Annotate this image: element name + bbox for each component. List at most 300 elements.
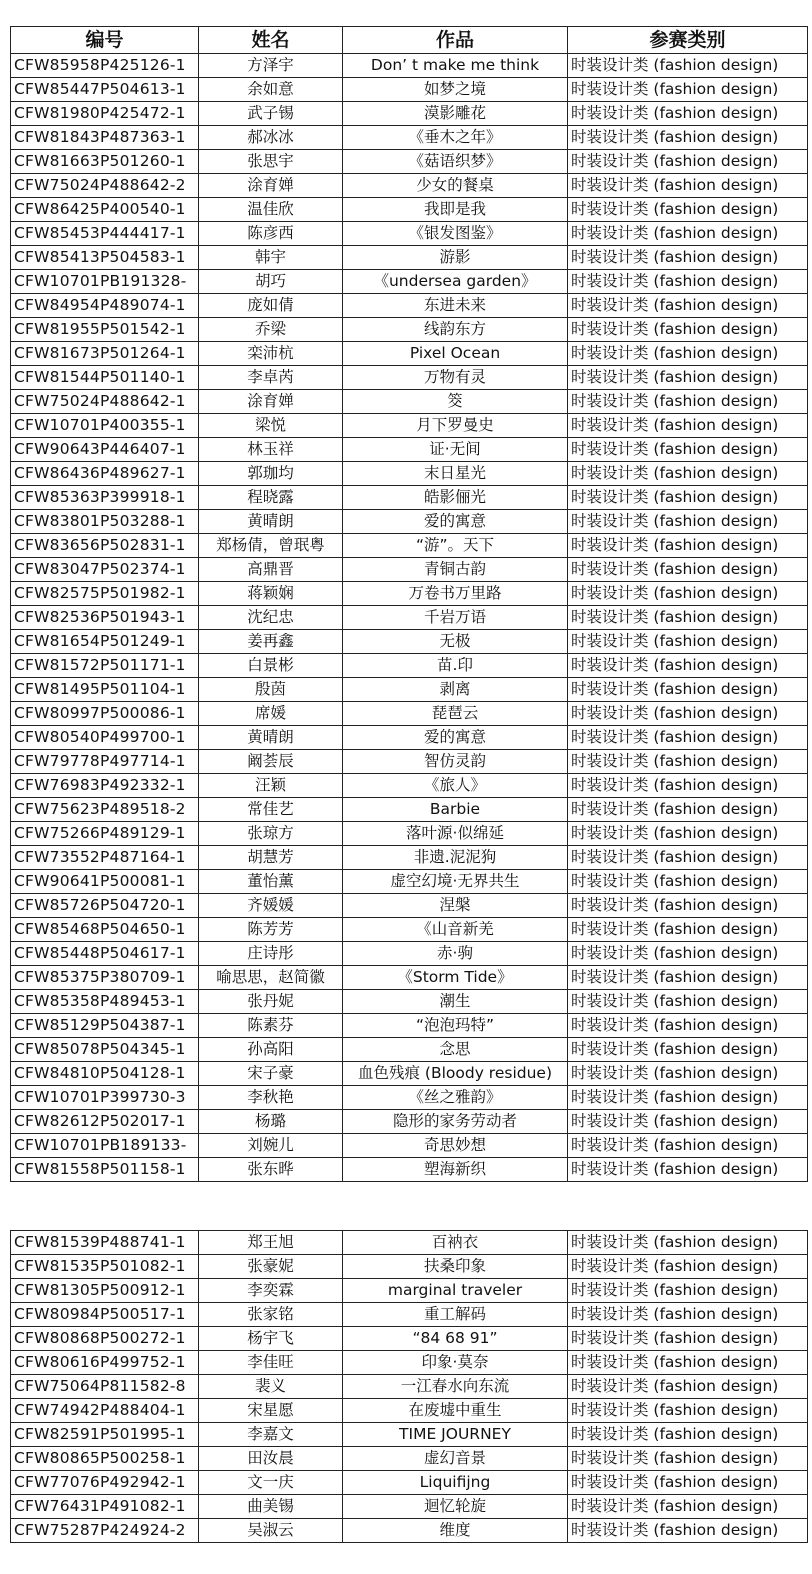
entry-id-cell: CFW75623P489518-2 <box>11 798 199 822</box>
work-title-cell: 智仿灵韵 <box>343 750 568 774</box>
entrant-name-cell: 程晓露 <box>199 486 343 510</box>
entry-id-cell: CFW79778P497714-1 <box>11 750 199 774</box>
entry-id-cell: CFW80616P499752-1 <box>11 1351 199 1375</box>
category-cell: 时装设计类 (fashion design) <box>568 294 808 318</box>
table-row <box>11 150 808 174</box>
category-cell: 时装设计类 (fashion design) <box>568 1375 808 1399</box>
table-row <box>11 1110 808 1134</box>
work-title-cell: 潮生 <box>343 990 568 1014</box>
entrant-name-cell: 黄晴朗 <box>199 510 343 534</box>
entrant-name-cell: 胡巧 <box>199 270 343 294</box>
entrant-name-cell: 姜再鑫 <box>199 630 343 654</box>
table-row <box>11 342 808 366</box>
category-cell: 时装设计类 (fashion design) <box>568 318 808 342</box>
work-title-cell: 末日星光 <box>343 462 568 486</box>
entry-id-cell: CFW84954P489074-1 <box>11 294 199 318</box>
work-title-cell: 月下罗曼史 <box>343 414 568 438</box>
work-title-cell: 《undersea garden》 <box>343 270 568 294</box>
table-row <box>11 1086 808 1110</box>
table-row <box>11 534 808 558</box>
work-title-cell: 线韵东方 <box>343 318 568 342</box>
work-title-cell: TIME JOURNEY <box>343 1423 568 1447</box>
category-cell: 时装设计类 (fashion design) <box>568 822 808 846</box>
category-cell: 时装设计类 (fashion design) <box>568 702 808 726</box>
entrant-name-cell: 喻思思，赵简徽 <box>199 966 343 990</box>
table-row <box>11 126 808 150</box>
work-title-cell: 《Storm Tide》 <box>343 966 568 990</box>
work-title-cell: 《菇语织梦》 <box>343 150 568 174</box>
category-cell: 时装设计类 (fashion design) <box>568 1158 808 1182</box>
entrant-name-cell: 阚荟辰 <box>199 750 343 774</box>
work-title-cell: 《丝之雅韵》 <box>343 1086 568 1110</box>
category-cell: 时装设计类 (fashion design) <box>568 1062 808 1086</box>
work-title-cell: 漠影雕花 <box>343 102 568 126</box>
entry-id-cell: CFW81980P425472-1 <box>11 102 199 126</box>
work-title-cell: 在废墟中重生 <box>343 1399 568 1423</box>
table-row <box>11 414 808 438</box>
category-cell: 时装设计类 (fashion design) <box>568 1303 808 1327</box>
table-row <box>11 558 808 582</box>
entrant-name-cell: 汪颖 <box>199 774 343 798</box>
work-title-cell: 《垂木之年》 <box>343 126 568 150</box>
work-title-cell: 迴忆轮旋 <box>343 1495 568 1519</box>
table-row <box>11 1327 808 1351</box>
category-cell: 时装设计类 (fashion design) <box>568 1086 808 1110</box>
table-row <box>11 78 808 102</box>
category-cell: 时装设计类 (fashion design) <box>568 1134 808 1158</box>
category-cell: 时装设计类 (fashion design) <box>568 582 808 606</box>
entry-id-cell: CFW85358P489453-1 <box>11 990 199 1014</box>
category-cell: 时装设计类 (fashion design) <box>568 1255 808 1279</box>
table-row <box>11 102 808 126</box>
entry-id-cell: CFW81843P487363-1 <box>11 126 199 150</box>
table-row <box>11 990 808 1014</box>
table-row <box>11 390 808 414</box>
table-row <box>11 966 808 990</box>
entry-id-cell: CFW85468P504650-1 <box>11 918 199 942</box>
entry-id-cell: CFW83801P503288-1 <box>11 510 199 534</box>
category-cell: 时装设计类 (fashion design) <box>568 534 808 558</box>
entrant-name-cell: 张豪妮 <box>199 1255 343 1279</box>
work-title-cell: 如梦之境 <box>343 78 568 102</box>
entries-table-continued <box>10 1230 808 1543</box>
work-title-cell: 百衲衣 <box>343 1231 568 1255</box>
table-row <box>11 750 808 774</box>
entrant-name-cell: 李嘉文 <box>199 1423 343 1447</box>
entrant-name-cell: 余如意 <box>199 78 343 102</box>
entry-id-cell: CFW82575P501982-1 <box>11 582 199 606</box>
category-cell: 时装设计类 (fashion design) <box>568 1327 808 1351</box>
entrant-name-cell: 郝冰冰 <box>199 126 343 150</box>
table-row <box>11 246 808 270</box>
category-cell: 时装设计类 (fashion design) <box>568 222 808 246</box>
work-title-cell: 爱的寓意 <box>343 510 568 534</box>
entrant-name-cell: 涂育婵 <box>199 390 343 414</box>
work-title-cell: 游影 <box>343 246 568 270</box>
entrant-name-cell: 文一庆 <box>199 1471 343 1495</box>
table-row <box>11 270 808 294</box>
entry-id-cell: CFW80540P499700-1 <box>11 726 199 750</box>
category-cell: 时装设计类 (fashion design) <box>568 1110 808 1134</box>
entry-id-cell: CFW85448P504617-1 <box>11 942 199 966</box>
category-cell: 时装设计类 (fashion design) <box>568 678 808 702</box>
work-title-cell: Don’ t make me think <box>343 54 568 78</box>
table-row <box>11 1519 808 1543</box>
entrant-name-cell: 栾沛杭 <box>199 342 343 366</box>
entrant-name-cell: 田汝晨 <box>199 1447 343 1471</box>
table-row <box>11 1303 808 1327</box>
category-cell: 时装设计类 (fashion design) <box>568 870 808 894</box>
work-title-cell: 千岩万语 <box>343 606 568 630</box>
entry-id-cell: CFW85726P504720-1 <box>11 894 199 918</box>
work-title-cell: 皓影俪光 <box>343 486 568 510</box>
table-row <box>11 894 808 918</box>
table-row <box>11 654 808 678</box>
table-row <box>11 1134 808 1158</box>
table-row <box>11 54 808 78</box>
category-cell: 时装设计类 (fashion design) <box>568 174 808 198</box>
work-title-cell: Barbie <box>343 798 568 822</box>
work-title-cell: 证·无间 <box>343 438 568 462</box>
entry-id-cell: CFW75064P811582-8 <box>11 1375 199 1399</box>
header-work: 作品 <box>343 27 568 54</box>
table-row <box>11 942 808 966</box>
entry-id-cell: CFW83047P502374-1 <box>11 558 199 582</box>
table-body-continued <box>11 1231 808 1543</box>
table-row <box>11 438 808 462</box>
entry-id-cell: CFW85958P425126-1 <box>11 54 199 78</box>
entrant-name-cell: 武子锡 <box>199 102 343 126</box>
header-category: 参赛类别 <box>568 27 808 54</box>
entrant-name-cell: 齐媛媛 <box>199 894 343 918</box>
entrant-name-cell: 刘婉儿 <box>199 1134 343 1158</box>
entrant-name-cell: 涂育婵 <box>199 174 343 198</box>
entry-id-cell: CFW82536P501943-1 <box>11 606 199 630</box>
work-title-cell: 念思 <box>343 1038 568 1062</box>
entrant-name-cell: 李奕霖 <box>199 1279 343 1303</box>
entrant-name-cell: 张丹妮 <box>199 990 343 1014</box>
entrant-name-cell: 黄晴朗 <box>199 726 343 750</box>
table-row <box>11 174 808 198</box>
entry-id-cell: CFW85453P444417-1 <box>11 222 199 246</box>
category-cell: 时装设计类 (fashion design) <box>568 846 808 870</box>
entrant-name-cell: 李卓芮 <box>199 366 343 390</box>
category-cell: 时装设计类 (fashion design) <box>568 918 808 942</box>
entry-id-cell: CFW82612P502017-1 <box>11 1110 199 1134</box>
table-row <box>11 702 808 726</box>
entry-id-cell: CFW75266P489129-1 <box>11 822 199 846</box>
entrant-name-cell: 裴义 <box>199 1375 343 1399</box>
entrant-name-cell: 陈素芬 <box>199 1014 343 1038</box>
entry-id-cell: CFW75024P488642-1 <box>11 390 199 414</box>
table-row <box>11 918 808 942</box>
work-title-cell: 我即是我 <box>343 198 568 222</box>
entry-id-cell: CFW84810P504128-1 <box>11 1062 199 1086</box>
table-row <box>11 1399 808 1423</box>
category-cell: 时装设计类 (fashion design) <box>568 1231 808 1255</box>
work-title-cell: 青铜古韵 <box>343 558 568 582</box>
table-row <box>11 1231 808 1255</box>
entry-id-cell: CFW10701PB191328- <box>11 270 199 294</box>
work-title-cell: 万物有灵 <box>343 366 568 390</box>
work-title-cell: 赤·驹 <box>343 942 568 966</box>
work-title-cell: 印象·莫奈 <box>343 1351 568 1375</box>
entry-id-cell: CFW85363P399918-1 <box>11 486 199 510</box>
entrant-name-cell: 杨宇飞 <box>199 1327 343 1351</box>
entrant-name-cell: 郭珈均 <box>199 462 343 486</box>
category-cell: 时装设计类 (fashion design) <box>568 966 808 990</box>
entry-id-cell: CFW86425P400540-1 <box>11 198 199 222</box>
category-cell: 时装设计类 (fashion design) <box>568 774 808 798</box>
header-id: 编号 <box>11 27 199 54</box>
entrant-name-cell: 宋子豪 <box>199 1062 343 1086</box>
table-row <box>11 462 808 486</box>
table-row <box>11 294 808 318</box>
entry-id-cell: CFW77076P492942-1 <box>11 1471 199 1495</box>
category-cell: 时装设计类 (fashion design) <box>568 990 808 1014</box>
entry-id-cell: CFW85447P504613-1 <box>11 78 199 102</box>
category-cell: 时装设计类 (fashion design) <box>568 558 808 582</box>
table-header-row <box>11 27 808 54</box>
category-cell: 时装设计类 (fashion design) <box>568 1519 808 1543</box>
work-title-cell: “游”。天下 <box>343 534 568 558</box>
work-title-cell: 虚空幻境·无界共生 <box>343 870 568 894</box>
entry-id-cell: CFW85413P504583-1 <box>11 246 199 270</box>
table-row <box>11 1495 808 1519</box>
entrant-name-cell: 沈纪忠 <box>199 606 343 630</box>
table-row <box>11 198 808 222</box>
table-row <box>11 1447 808 1471</box>
table-row <box>11 678 808 702</box>
work-title-cell: 非遗.泥泥狗 <box>343 846 568 870</box>
entrant-name-cell: 张思宇 <box>199 150 343 174</box>
category-cell: 时装设计类 (fashion design) <box>568 1447 808 1471</box>
entry-id-cell: CFW81673P501264-1 <box>11 342 199 366</box>
entry-id-cell: CFW10701PB189133- <box>11 1134 199 1158</box>
entry-id-cell: CFW85129P504387-1 <box>11 1014 199 1038</box>
table-row <box>11 726 808 750</box>
work-title-cell: 《山音新羌 <box>343 918 568 942</box>
entry-id-cell: CFW76983P492332-1 <box>11 774 199 798</box>
entry-id-cell: CFW75287P424924-2 <box>11 1519 199 1543</box>
work-title-cell: 落叶源·似绵延 <box>343 822 568 846</box>
entry-id-cell: CFW10701P399730-3 <box>11 1086 199 1110</box>
entry-id-cell: CFW86436P489627-1 <box>11 462 199 486</box>
work-title-cell: 涅槃 <box>343 894 568 918</box>
table-row <box>11 510 808 534</box>
work-title-cell: 塑海新织 <box>343 1158 568 1182</box>
entry-id-cell: CFW90643P446407-1 <box>11 438 199 462</box>
entry-id-cell: CFW81539P488741-1 <box>11 1231 199 1255</box>
category-cell: 时装设计类 (fashion design) <box>568 1495 808 1519</box>
entrant-name-cell: 殷茵 <box>199 678 343 702</box>
category-cell: 时装设计类 (fashion design) <box>568 462 808 486</box>
table-row <box>11 630 808 654</box>
category-cell: 时装设计类 (fashion design) <box>568 414 808 438</box>
category-cell: 时装设计类 (fashion design) <box>568 510 808 534</box>
category-cell: 时装设计类 (fashion design) <box>568 438 808 462</box>
entrant-name-cell: 张琼方 <box>199 822 343 846</box>
category-cell: 时装设计类 (fashion design) <box>568 750 808 774</box>
entry-id-cell: CFW81305P500912-1 <box>11 1279 199 1303</box>
category-cell: 时装设计类 (fashion design) <box>568 654 808 678</box>
work-title-cell: 无极 <box>343 630 568 654</box>
work-title-cell: 万卷书万里路 <box>343 582 568 606</box>
table-row <box>11 1014 808 1038</box>
category-cell: 时装设计类 (fashion design) <box>568 1399 808 1423</box>
entrant-name-cell: 曲美锡 <box>199 1495 343 1519</box>
entrant-name-cell: 胡慧芳 <box>199 846 343 870</box>
table-row <box>11 366 808 390</box>
work-title-cell: “84 68 91” <box>343 1327 568 1351</box>
category-cell: 时装设计类 (fashion design) <box>568 102 808 126</box>
entrant-name-cell: 李佳旺 <box>199 1351 343 1375</box>
entrant-name-cell: 陈彦西 <box>199 222 343 246</box>
category-cell: 时装设计类 (fashion design) <box>568 606 808 630</box>
work-title-cell: 《旅人》 <box>343 774 568 798</box>
category-cell: 时装设计类 (fashion design) <box>568 1423 808 1447</box>
entry-id-cell: CFW81535P501082-1 <box>11 1255 199 1279</box>
entry-id-cell: CFW81558P501158-1 <box>11 1158 199 1182</box>
entry-id-cell: CFW81544P501140-1 <box>11 366 199 390</box>
entrant-name-cell: 韩宇 <box>199 246 343 270</box>
work-title-cell: 维度 <box>343 1519 568 1543</box>
table-row <box>11 606 808 630</box>
work-title-cell: 剥离 <box>343 678 568 702</box>
category-cell: 时装设计类 (fashion design) <box>568 1351 808 1375</box>
table-row <box>11 846 808 870</box>
category-cell: 时装设计类 (fashion design) <box>568 198 808 222</box>
category-cell: 时装设计类 (fashion design) <box>568 126 808 150</box>
category-cell: 时装设计类 (fashion design) <box>568 1014 808 1038</box>
category-cell: 时装设计类 (fashion design) <box>568 1038 808 1062</box>
table-row <box>11 1471 808 1495</box>
category-cell: 时装设计类 (fashion design) <box>568 1471 808 1495</box>
entrant-name-cell: 庞如倩 <box>199 294 343 318</box>
work-title-cell: 一江春水向东流 <box>343 1375 568 1399</box>
work-title-cell: marginal traveler <box>343 1279 568 1303</box>
entrant-name-cell: 董怡薰 <box>199 870 343 894</box>
category-cell: 时装设计类 (fashion design) <box>568 270 808 294</box>
category-cell: 时装设计类 (fashion design) <box>568 78 808 102</box>
entrant-name-cell: 宋星愿 <box>199 1399 343 1423</box>
table-row <box>11 1279 808 1303</box>
entries-table-main <box>10 26 808 1182</box>
category-cell: 时装设计类 (fashion design) <box>568 486 808 510</box>
work-title-cell: 爱的寓意 <box>343 726 568 750</box>
category-cell: 时装设计类 (fashion design) <box>568 942 808 966</box>
work-title-cell: 东进未来 <box>343 294 568 318</box>
work-title-cell: 奇思妙想 <box>343 1134 568 1158</box>
entry-id-cell: CFW80868P500272-1 <box>11 1327 199 1351</box>
work-title-cell: 血色残痕 (Bloody residue) <box>343 1062 568 1086</box>
work-title-cell: Liquifijng <box>343 1471 568 1495</box>
entrant-name-cell: 蒋颖娴 <box>199 582 343 606</box>
work-title-cell: 重工解码 <box>343 1303 568 1327</box>
category-cell: 时装设计类 (fashion design) <box>568 54 808 78</box>
table-row <box>11 1375 808 1399</box>
category-cell: 时装设计类 (fashion design) <box>568 390 808 414</box>
entrant-name-cell: 温佳欣 <box>199 198 343 222</box>
table-row <box>11 1423 808 1447</box>
entry-id-cell: CFW81663P501260-1 <box>11 150 199 174</box>
entry-id-cell: CFW80997P500086-1 <box>11 702 199 726</box>
entry-id-cell: CFW83656P502831-1 <box>11 534 199 558</box>
entrant-name-cell: 林玉祥 <box>199 438 343 462</box>
entry-id-cell: CFW80984P500517-1 <box>11 1303 199 1327</box>
entrant-name-cell: 庄诗彤 <box>199 942 343 966</box>
entry-id-cell: CFW74942P488404-1 <box>11 1399 199 1423</box>
entrant-name-cell: 杨璐 <box>199 1110 343 1134</box>
entrant-name-cell: 张家铭 <box>199 1303 343 1327</box>
entry-id-cell: CFW85078P504345-1 <box>11 1038 199 1062</box>
category-cell: 时装设计类 (fashion design) <box>568 894 808 918</box>
category-cell: 时装设计类 (fashion design) <box>568 366 808 390</box>
entrant-name-cell: 方泽宇 <box>199 54 343 78</box>
entry-id-cell: CFW81495P501104-1 <box>11 678 199 702</box>
table-row <box>11 1062 808 1086</box>
entry-id-cell: CFW73552P487164-1 <box>11 846 199 870</box>
work-title-cell: 苗.印 <box>343 654 568 678</box>
entry-id-cell: CFW82591P501995-1 <box>11 1423 199 1447</box>
table-row <box>11 582 808 606</box>
work-title-cell: “泡泡玛特” <box>343 1014 568 1038</box>
entry-id-cell: CFW81955P501542-1 <box>11 318 199 342</box>
table-row <box>11 870 808 894</box>
entry-id-cell: CFW76431P491082-1 <box>11 1495 199 1519</box>
work-title-cell: 扶桑印象 <box>343 1255 568 1279</box>
entrant-name-cell: 李秋艳 <box>199 1086 343 1110</box>
category-cell: 时装设计类 (fashion design) <box>568 1279 808 1303</box>
category-cell: 时装设计类 (fashion design) <box>568 150 808 174</box>
entrant-name-cell: 陈芳芳 <box>199 918 343 942</box>
entrant-name-cell: 乔梁 <box>199 318 343 342</box>
table-row <box>11 1158 808 1182</box>
entrant-name-cell: 席媛 <box>199 702 343 726</box>
entrant-name-cell: 梁悦 <box>199 414 343 438</box>
entrant-name-cell: 张东晔 <box>199 1158 343 1182</box>
work-title-cell: 虚幻音景 <box>343 1447 568 1471</box>
work-title-cell: 隐形的家务劳动者 <box>343 1110 568 1134</box>
table-row <box>11 222 808 246</box>
entrant-name-cell: 高鼎晋 <box>199 558 343 582</box>
entrant-name-cell: 吴淑云 <box>199 1519 343 1543</box>
work-title-cell: 少女的餐桌 <box>343 174 568 198</box>
entry-id-cell: CFW10701P400355-1 <box>11 414 199 438</box>
category-cell: 时装设计类 (fashion design) <box>568 630 808 654</box>
table-row <box>11 486 808 510</box>
category-cell: 时装设计类 (fashion design) <box>568 342 808 366</box>
table-row <box>11 798 808 822</box>
entry-id-cell: CFW80865P500258-1 <box>11 1447 199 1471</box>
entrant-name-cell: 郑杨倩，曾珉粤 <box>199 534 343 558</box>
work-title-cell: 琵琶云 <box>343 702 568 726</box>
category-cell: 时装设计类 (fashion design) <box>568 798 808 822</box>
entry-id-cell: CFW81654P501249-1 <box>11 630 199 654</box>
work-title-cell: 筊 <box>343 390 568 414</box>
table-row <box>11 1038 808 1062</box>
category-cell: 时装设计类 (fashion design) <box>568 726 808 750</box>
table-row <box>11 774 808 798</box>
entry-id-cell: CFW85375P380709-1 <box>11 966 199 990</box>
work-title-cell: Pixel Ocean <box>343 342 568 366</box>
entrant-name-cell: 孙高阳 <box>199 1038 343 1062</box>
table-row <box>11 1351 808 1375</box>
entry-id-cell: CFW90641P500081-1 <box>11 870 199 894</box>
work-title-cell: 《银发图鉴》 <box>343 222 568 246</box>
category-cell: 时装设计类 (fashion design) <box>568 246 808 270</box>
entry-id-cell: CFW75024P488642-2 <box>11 174 199 198</box>
